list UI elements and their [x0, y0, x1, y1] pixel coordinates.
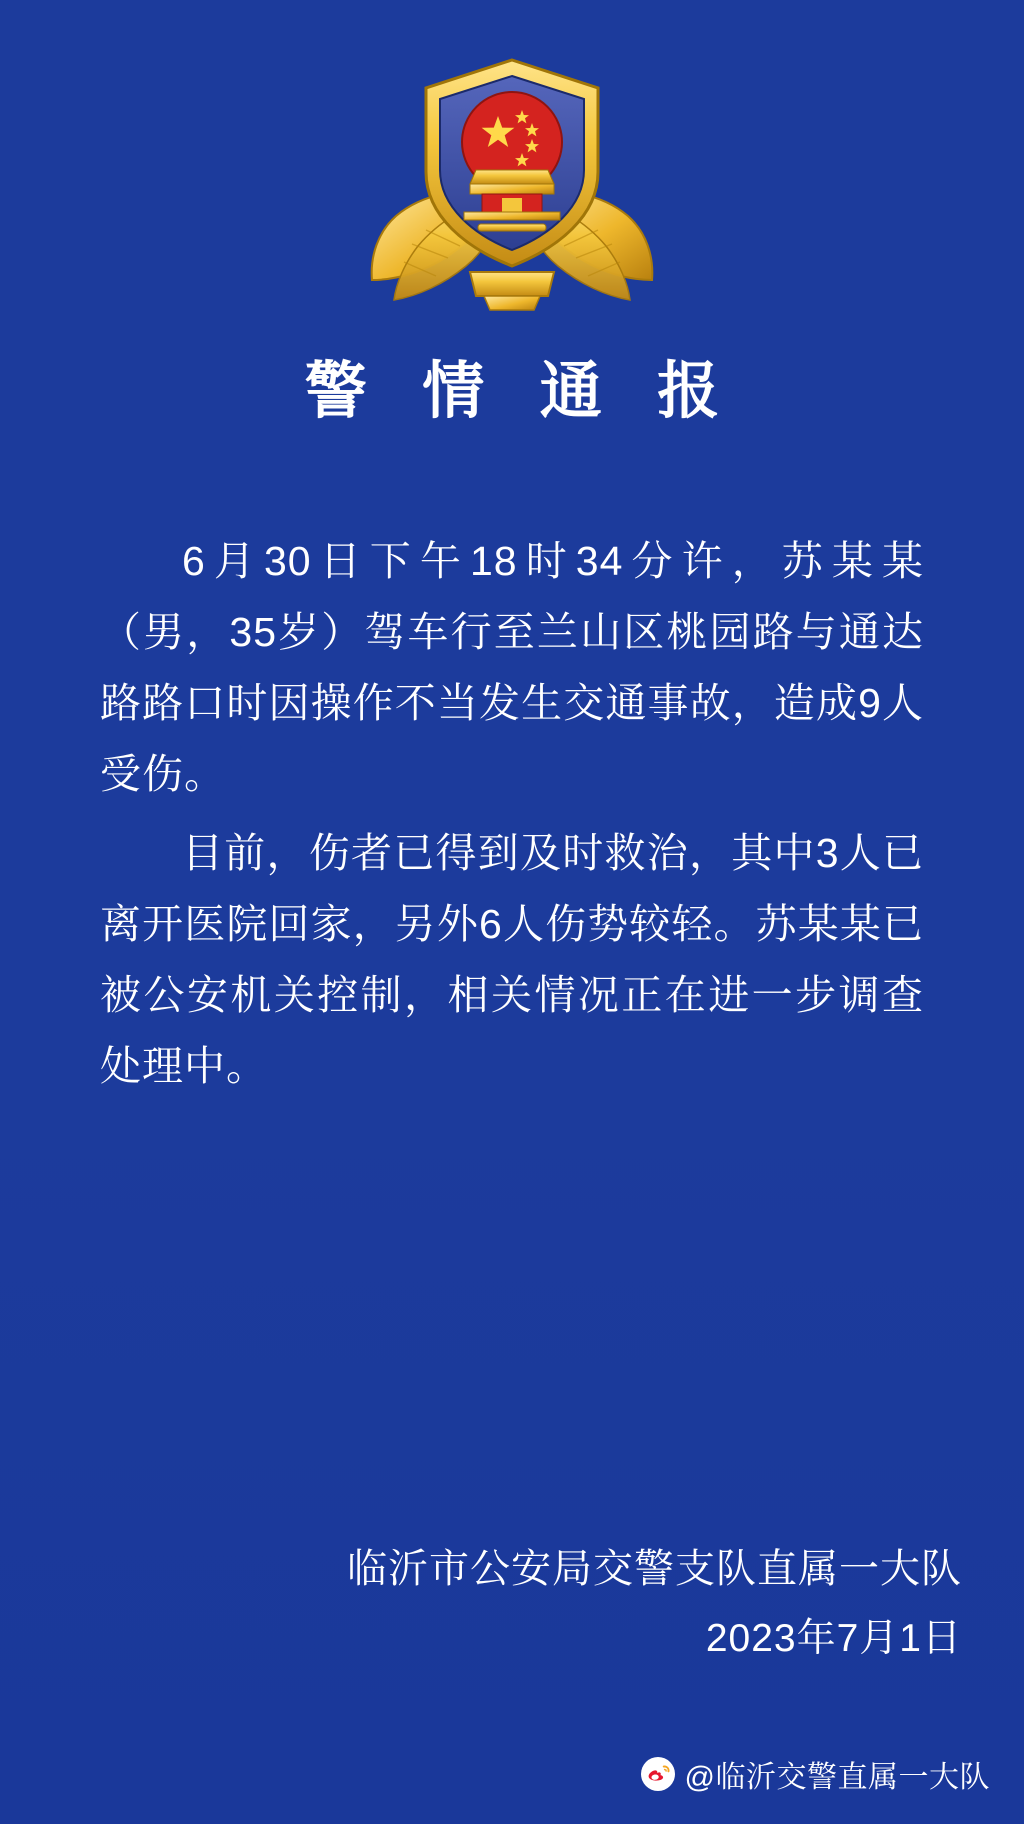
signature	[347, 1538, 962, 1670]
footer-handle: @临沂交警直属一大队	[684, 1761, 990, 1794]
china-police-emblem	[352, 44, 672, 312]
weibo-icon	[641, 1757, 675, 1791]
signature-organization: 临沂市公安局交警支队直属一大队	[347, 1547, 962, 1591]
footer-watermark	[641, 1752, 990, 1796]
notice-body	[96, 526, 928, 1110]
page-title: 警 情 通 报	[304, 358, 740, 426]
paragraph-1: 6月30日下午18时34分许，苏某某（男，35岁）驾车行至兰山区桃园路与通达路路口时因操作不当发生交通事故，造成9人受伤。	[100, 538, 924, 798]
paragraph-2: 目前，伤者已得到及时救治，其中3人已离开医院回家，另外6人伤势较轻。苏某某已被公安机关控制，相关情况正在进一步调查处理中。	[100, 830, 924, 1090]
signature-date: 2023年7月1日	[705, 1617, 962, 1660]
